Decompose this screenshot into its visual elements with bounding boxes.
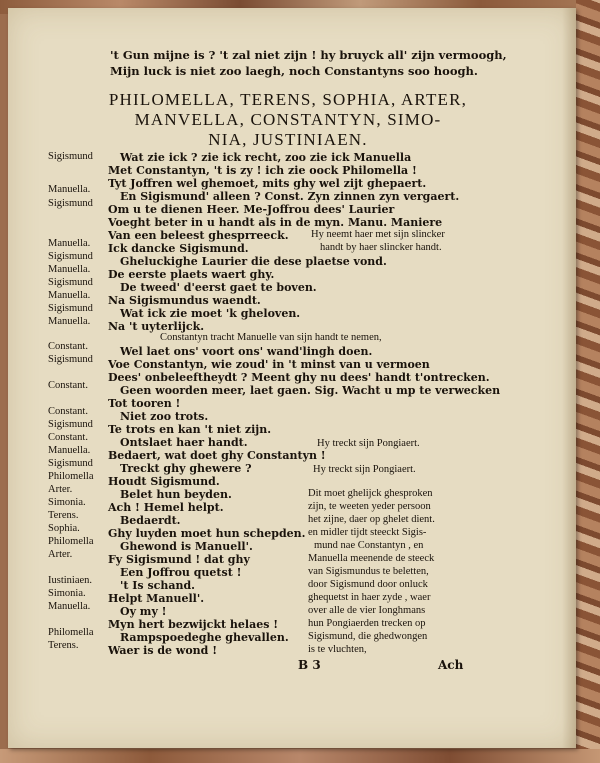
stage-direction-para: door Sigismund door onluck [308,579,428,590]
dialogue-line: Wat zie ick ? zie ick recht, zoo zie ick Manuella [120,151,412,164]
dialogue-line: Helpt Manuell'. [108,592,205,605]
speaker-name: Philomella [48,627,94,638]
speaker-name: Philomella [48,471,94,482]
dialogue-line: Van een beleest ghesprreeck. [108,229,289,242]
speaker-name: Manuella. [48,238,91,249]
scene-heading-line: PHILOMELLA, TERENS, SOPHIA, ARTER, [108,90,468,109]
dialogue-line: Na Sigismundus waendt. [108,294,261,307]
speaker-name: Manuella. [48,264,91,275]
scene-heading-line: NIA, JUSTINIAEN. [208,130,368,149]
stage-direction: Hy treckt sijn Pongiaert. [313,464,416,475]
stage-direction-para: over alle de vier Ionghmans [308,605,426,616]
speaker-name: Manuella. [48,601,91,612]
marbled-cover-edge [576,0,600,763]
speaker-name: Sigismund [48,354,93,365]
speaker-name: Manuella. [48,316,91,327]
speaker-name: Manuella. [48,290,91,301]
stage-direction-para: is te vluchten, [308,644,367,655]
book-page [8,8,576,748]
speaker-name: Constant. [48,341,88,352]
dialogue-line: Bedaert, wat doet ghy Constantyn ! [108,449,326,462]
dialogue-line: Ghewond is Manuell'. [120,540,253,553]
stage-direction-para: zijn, te weeten yeder persoon [308,501,431,512]
speaker-name: Sigismund [48,151,93,162]
speaker-name: Manuella. [48,445,91,456]
speaker-name: Philomella [48,536,94,547]
stage-direction-para: Sigismund, die ghedwongen [308,631,428,642]
dialogue-line: De eerste plaets waert ghy. [108,268,275,281]
speaker-name: Constant. [48,380,88,391]
stage-direction: Constantyn tracht Manuelle van sijn handt te nemen, [160,332,382,343]
catchword: Ach [438,658,464,672]
speaker-name: Simonia. [48,497,86,508]
speaker-name: Constant. [48,432,88,443]
dialogue-line: Treckt ghy ghewere ? [120,462,252,475]
dialogue-line: Fy Sigismund ! dat ghy [108,553,250,566]
dialogue-line: Waer is de wond ! [108,644,218,657]
signature-mark: B 3 [298,658,321,672]
stage-direction: handt by haer slincker handt. [320,242,442,253]
speaker-name: Simonia. [48,588,86,599]
dialogue-line: Voe Constantyn, wie zoud' in 't minst van u vermoen [108,358,430,371]
stage-direction-para: van Sigismundus te beletten, [308,566,429,577]
stage-direction: Hy treckt sijn Pongiaert. [317,438,420,449]
speaker-name: Sigismund [48,277,93,288]
dialogue-line: Wat ick zie moet 'k gheloven. [120,307,301,320]
speaker-name: Iustiniaen. [48,575,93,586]
speaker-name: Manuella. [48,184,91,195]
dialogue-line: Voeght beter in u handt als in de myn. Manu. Maniere [108,216,443,229]
dialogue-line: Gheluckighe Laurier die dese plaetse vond. [120,255,387,268]
speaker-name: Sigismund [48,251,93,262]
dialogue-line: Wel laet ons' voort ons' wand'lingh doen. [120,345,373,358]
dialogue-line: Belet hun beyden. [120,488,232,501]
dialogue-line: Een Joffrou quetst ! [120,566,242,579]
speaker-name: Sigismund [48,303,93,314]
stage-direction-para: Dit moet ghelijck ghesproken [308,488,433,499]
dialogue-line: Ghy luyden moet hun schepden. [108,527,306,540]
speaker-name: Sigismund [48,198,93,209]
speaker-name: Constant. [48,406,88,417]
cover-bottom-edge [0,749,600,763]
stage-direction-para: en midler tijdt steeckt Sigis- [308,527,427,538]
stage-direction-para: Manuella meenende de steeck [308,553,435,564]
stage-direction-para: hun Pongiaerden trecken op [308,618,426,629]
stage-direction-para: mund nae Constantyn , en [314,540,424,551]
dialogue-line: Om u te dienen Heer. Me-Joffrou dees' Laurier [108,203,395,216]
speaker-name: Terens. [48,640,79,651]
stage-direction: Hy neemt haer met sijn slincker [311,229,445,240]
dialogue-line: Rampspoedeghe ghevallen. [120,631,289,644]
dialogue-line: Ach ! Hemel helpt. [108,501,224,514]
speaker-name: Arter. [48,484,73,495]
dialogue-line: Te trots en kan 't niet zijn. [108,423,272,436]
dialogue-line: De tweed' d'eerst gaet te boven. [120,281,317,294]
dialogue-line: Oy my ! [120,605,167,618]
dialogue-line: Niet zoo trots. [120,410,209,423]
dialogue-line: Bedaerdt. [120,514,181,527]
stage-direction-para: het zijne, daer op ghelet dient. [308,514,435,525]
dialogue-line: Met Constantyn, 't is zy ! ich zie oock Philomella ! [108,164,417,177]
speaker-name: Arter. [48,549,73,560]
speaker-name: Sigismund [48,458,93,469]
scene-heading-line: MANVELLA, CONSTANTYN, SIMO- [134,110,442,129]
top-verse-line: Mijn luck is niet zoo laegh, noch Constantyns soo hoogh. [110,64,478,78]
speaker-name: Sophia. [48,523,80,534]
speaker-name: Terens. [48,510,79,521]
stage-direction-para: ghequetst in haer zyde , waer [308,592,431,603]
dialogue-line: En Sigismund' alleen ? Const. Zyn zinnen zyn vergaert. [120,190,460,203]
dialogue-line: Tyt Joffren wel ghemoet, mits ghy wel zijt ghepaert. [108,177,427,190]
dialogue-line: Myn hert bezwijckt helaes ! [108,618,279,631]
dialogue-line: Ontslaet haer handt. [120,436,248,449]
dialogue-line: Tot tooren ! [108,397,181,410]
dialogue-line: Dees' onbeleeftheydt ? Meent ghy nu dees' handt t'ontrecken. [108,371,490,384]
top-verse-line: 't Gun mijne is ? 't zal niet zijn ! hy bruyck all' zijn vermoogh, [110,48,507,62]
speaker-name: Sigismund [48,419,93,430]
dialogue-line: Ick dancke Sigismund. [108,242,249,255]
dialogue-line: Geen woorden meer, laet gaen. Sig. Wacht u mp te verwecken [120,384,501,397]
dialogue-line: Na 't uyterlijck. [108,320,205,333]
dialogue-line: 't Is schand. [120,579,195,592]
dialogue-line: Houdt Sigismund. [108,475,220,488]
